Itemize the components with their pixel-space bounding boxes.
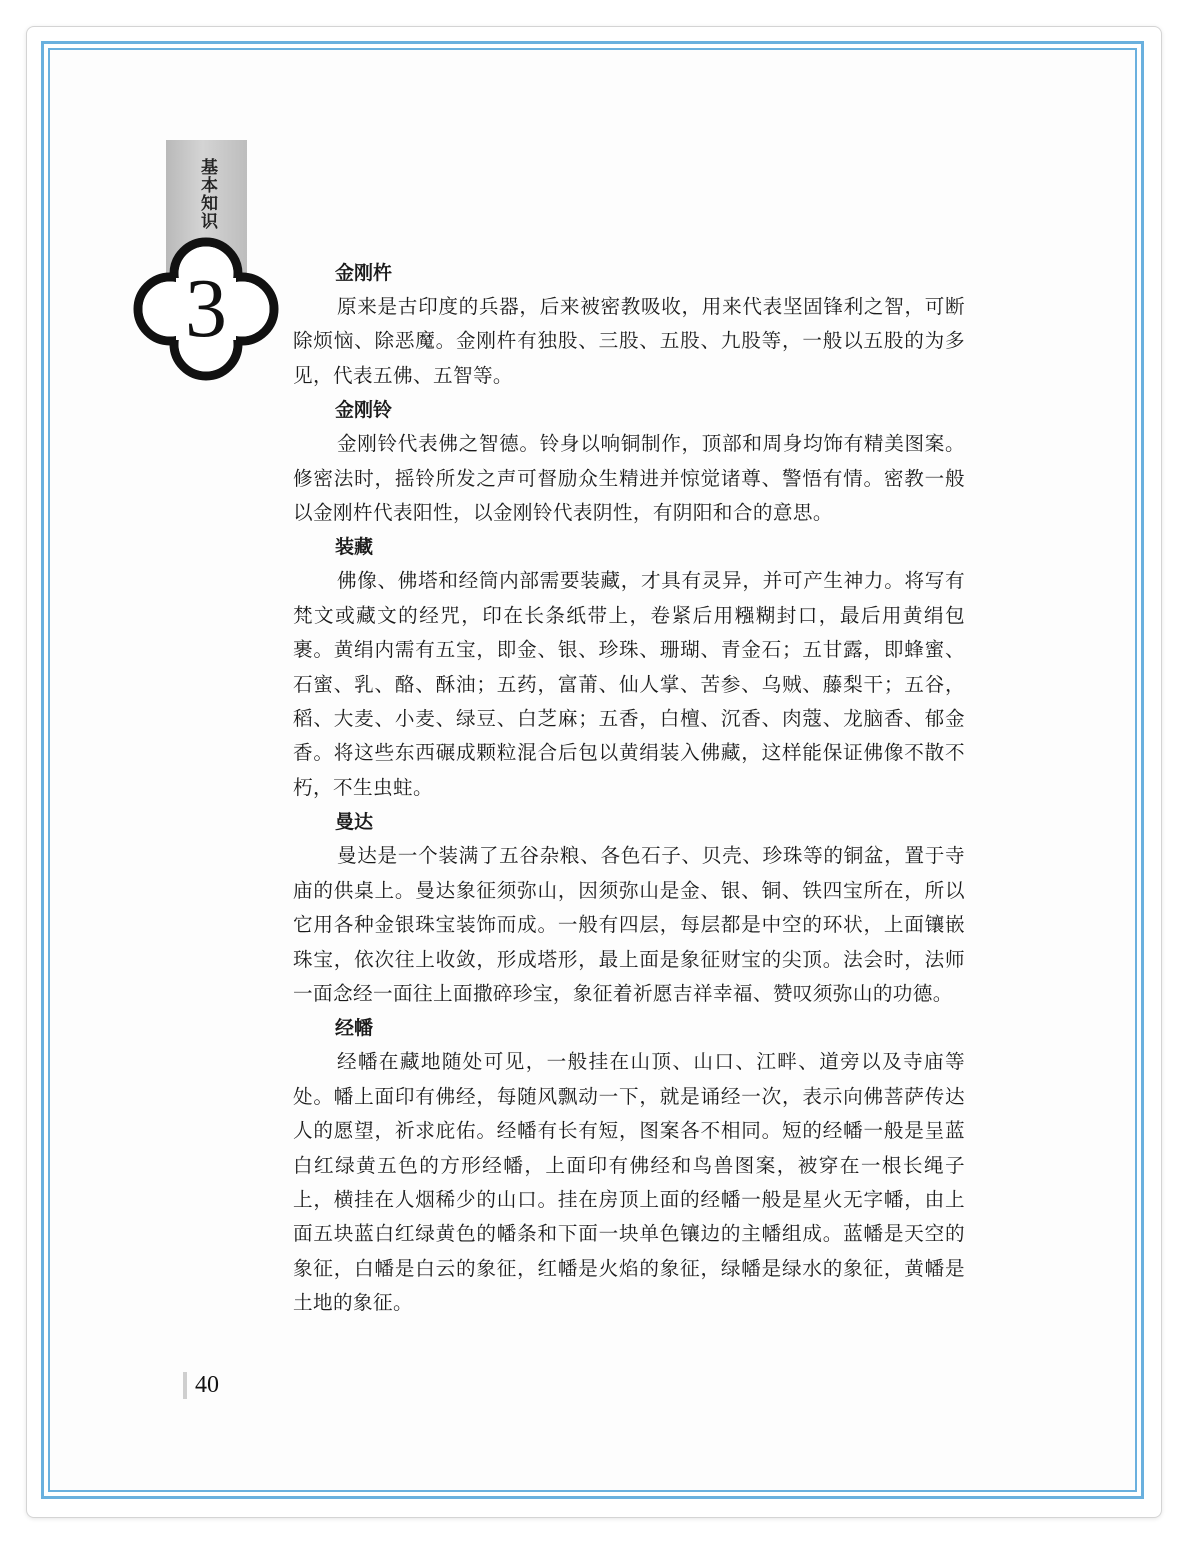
section-paragraph: 经幡在藏地随处可见，一般挂在山顶、山口、江畔、道旁以及寺庙等处。幡上面印有佛经，每随风飘动一下，就是诵经一次，表示向佛菩萨传达人的愿望，祈求庇佑。经幡有长有短，图案各不相同。短的经幡一般是呈蓝白红绿黄五色的方形经幡，上面印有佛经和鸟兽图案，被穿在一根长绳子上，横挂在人烟稀少的山口。挂在房顶上面的经幡一般是星火无字幡，由上面五块蓝白红绿黄色的幡条和下面一块单色镶边的主幡组成。蓝幡是天空的象征，白幡是白云的象征，红幡是火焰的象征，绿幡是绿水的象征，黄幡是土地的象征。	[293, 1050, 965, 1315]
side-tab-label: 基本知识	[197, 158, 217, 230]
section	[293, 805, 965, 1011]
section-paragraph: 曼达是一个装满了五谷杂粮、各色石子、贝壳、珍珠等的铜盆，置于寺庙的供桌上。曼达象征须弥山，因须弥山是金、银、铜、铁四宝所在，所以它用各种金银珠宝装饰而成。一般有四层，每层都是中空的环状，上面镶嵌珠宝，依次往上收敛，形成塔形，最上面是象征财宝的尖顶。法会时，法师一面念经一面往上面撒碎珍宝，象征着祈愿吉祥幸福、赞叹须弥山的功德。	[293, 844, 965, 1005]
section	[293, 393, 965, 530]
section-title: 金刚杵	[335, 262, 393, 284]
chapter-badge	[132, 236, 280, 382]
section	[293, 530, 965, 805]
section-title: 曼达	[335, 811, 374, 834]
section	[293, 256, 965, 393]
section-paragraph: 金刚铃代表佛之智德。铃身以响铜制作，顶部和周身均饰有精美图案。修密法时，摇铃所发之声可督励众生精进并惊觉诸尊、警悟有情。密教一般以金刚杵代表阳性，以金刚铃代表阴性，有阴阳和合的意思。	[293, 432, 965, 525]
section-title: 装藏	[335, 536, 374, 559]
main-content	[293, 256, 965, 1321]
page-number: 40	[183, 1372, 219, 1399]
section-title: 经幡	[335, 1017, 374, 1040]
section-paragraph: 原来是古印度的兵器，后来被密教吸收，用来代表坚固锋利之智，可断除烦恼、除恶魔。金刚杵有独股、三股、五股、九股等，一般以五股的为多见，代表五佛、五智等。	[293, 295, 965, 387]
section-title: 金刚铃	[335, 399, 393, 422]
section-paragraph: 佛像、佛塔和经筒内部需要装藏，才具有灵异，并可产生神力。将写有梵文或藏文的经咒，印在长条纸带上，卷紧后用糨糊封口，最后用黄绢包裹。黄绢内需有五宝，即金、银、珍珠、珊瑚、青金石；五甘露，即蜂蜜、石蜜、乳、酪、酥油；五药，富莆、仙人掌、苦参、乌贼、藤梨干；五谷，稻、大麦、小麦、绿豆、白芝麻；五香，白檀、沉香、肉蔻、龙脑香、郁金香。将这些东西碾成颗粒混合后包以黄绢装入佛藏，这样能保证佛像不散不朽，不生虫蛀。	[293, 569, 965, 799]
section	[293, 1011, 965, 1320]
chapter-number: 3	[185, 262, 227, 355]
